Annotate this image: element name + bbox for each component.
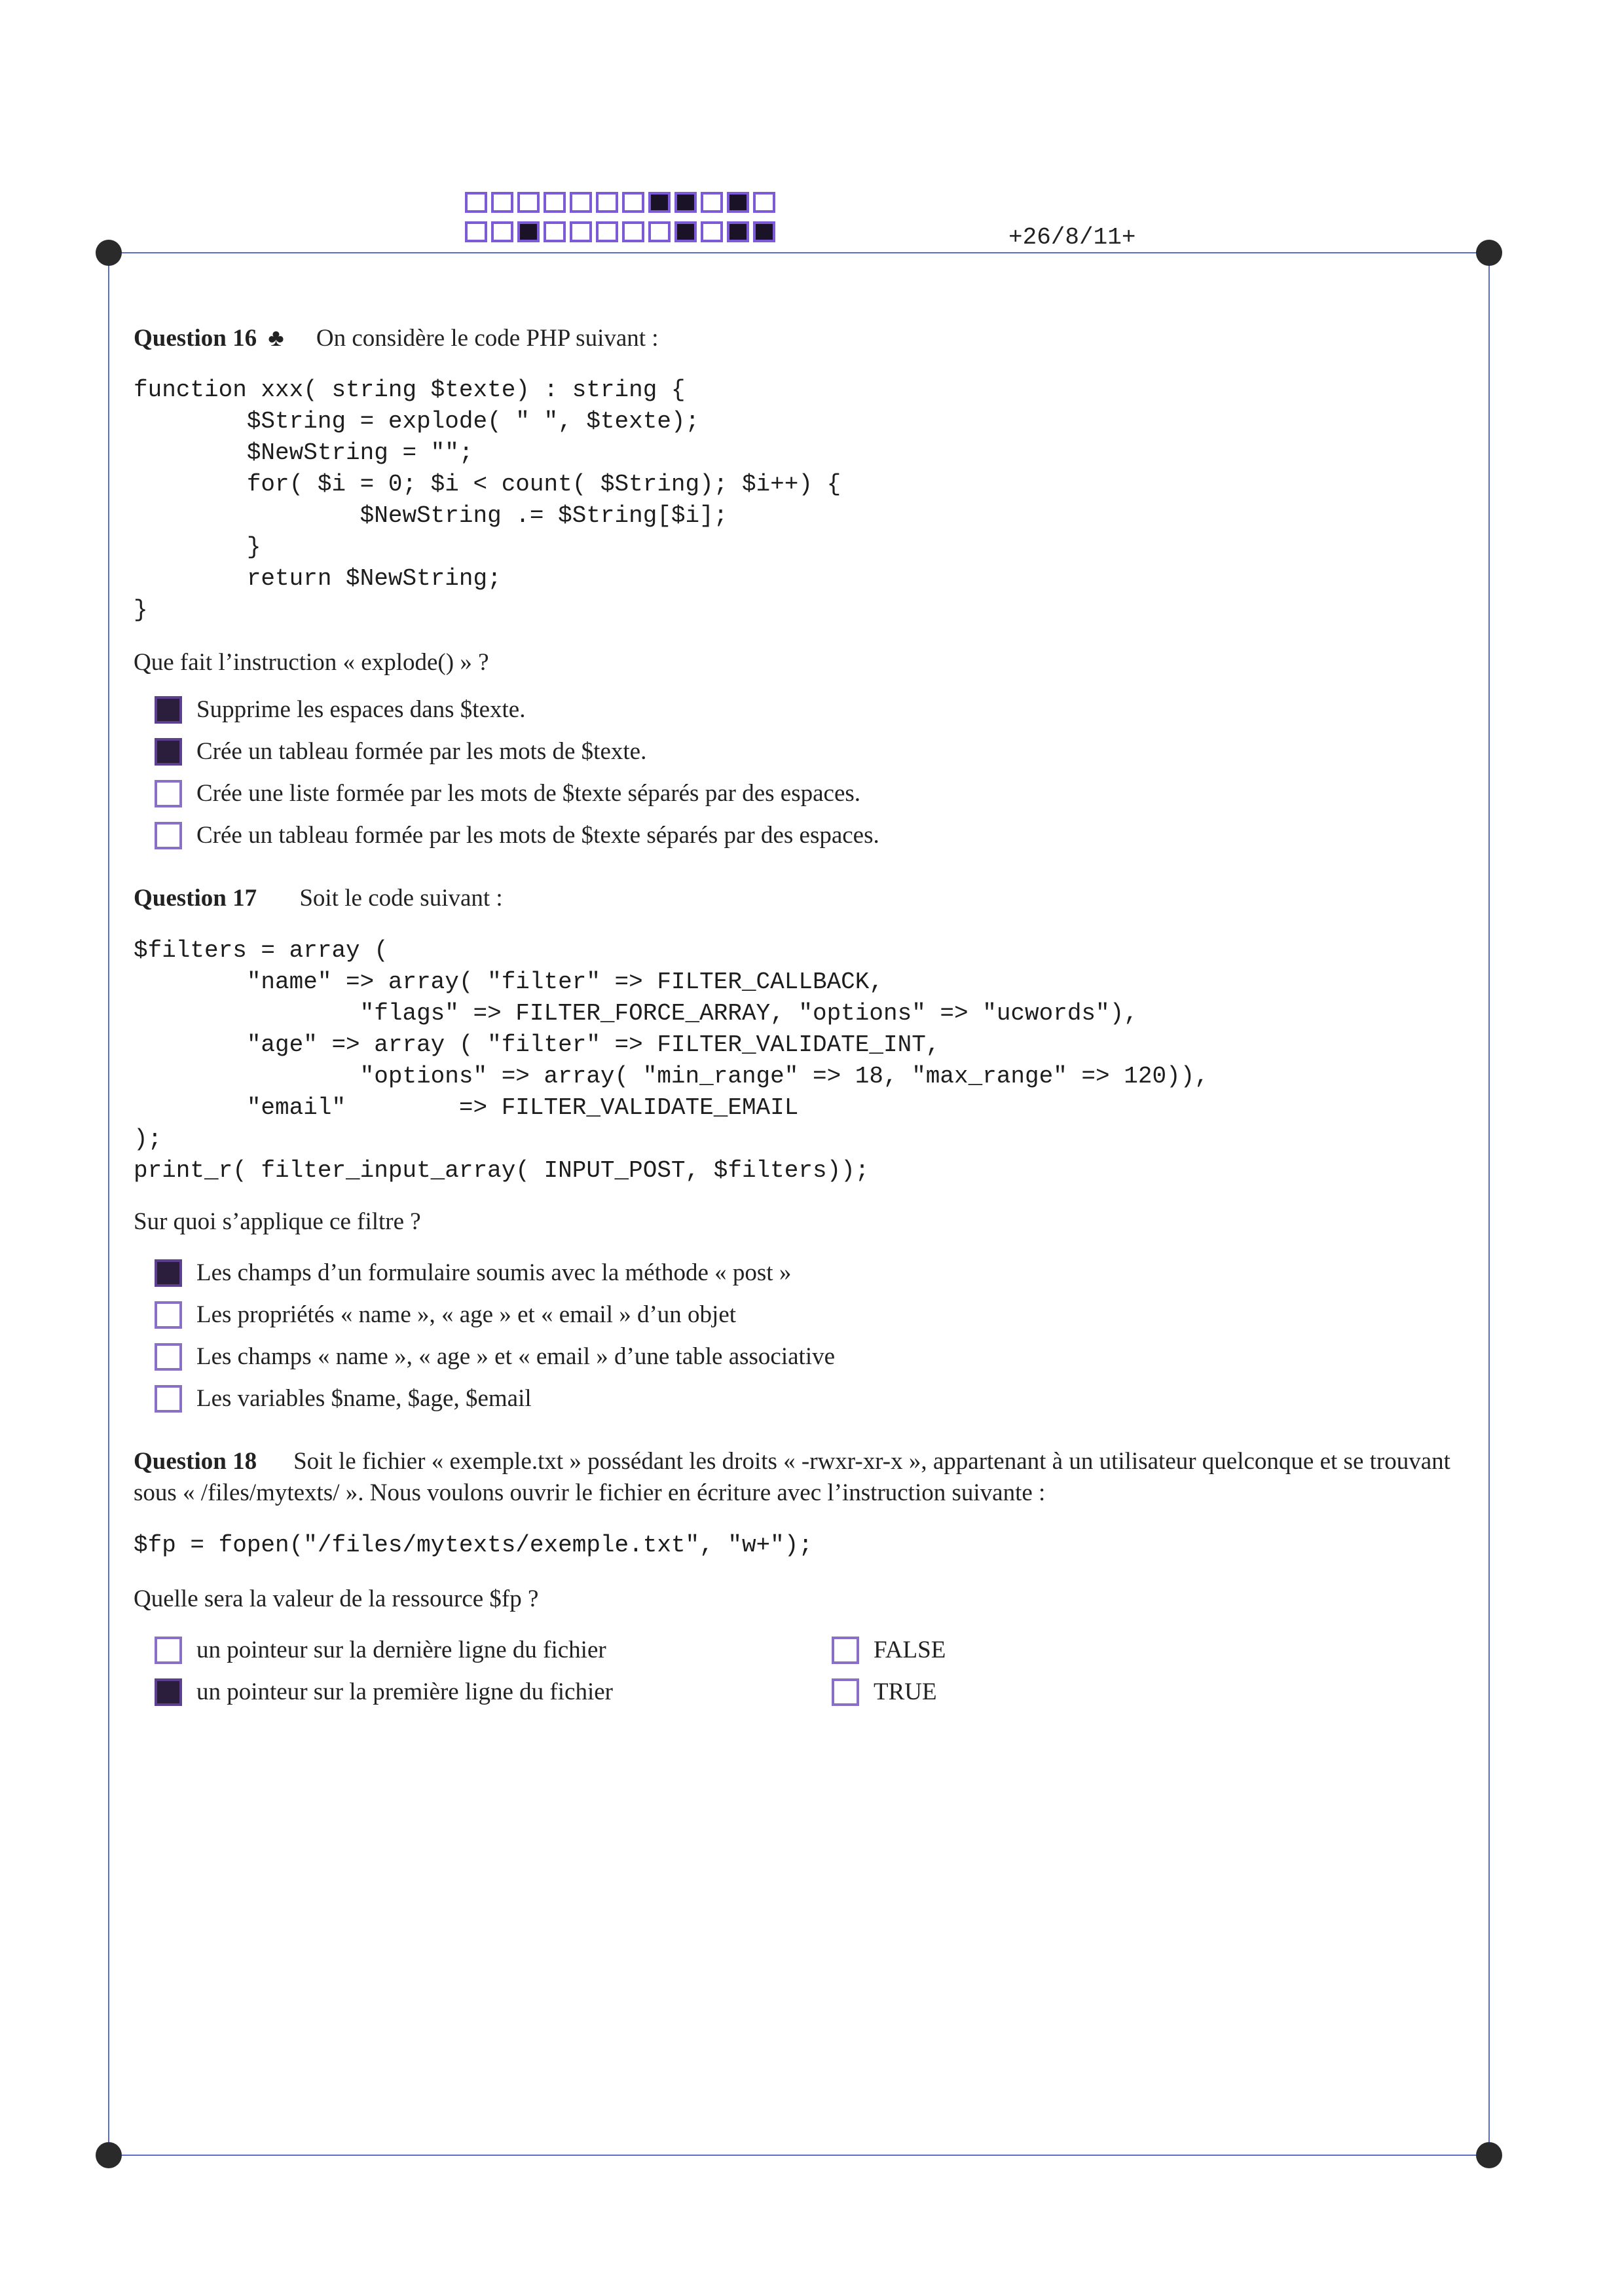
question-18-label: Question 18 — [134, 1448, 257, 1475]
q16-choice[interactable] — [155, 737, 646, 766]
choice-label: un pointeur sur la dernière ligne du fichier — [196, 1637, 606, 1663]
answer-checkbox[interactable] — [155, 1637, 182, 1664]
id-bit-box — [648, 221, 671, 242]
q18-choice[interactable] — [832, 1678, 937, 1706]
frame-bottom — [108, 2155, 1490, 2156]
question-16-intro: On considère le code PHP suivant : — [316, 325, 659, 352]
choice-label: FALSE — [874, 1637, 946, 1663]
id-bit-box — [517, 192, 540, 213]
id-bit-row-2 — [465, 221, 775, 242]
question-16-code: function xxx( string $texte) : string { $String = explode( " ", $texte); $NewString = ""; for( $i = 0; $i < count( $String); $i++) { $NewString .= $String[$i]; } return $NewString; } — [134, 377, 841, 623]
club-icon: ♣ — [268, 325, 284, 352]
q17-choice[interactable] — [155, 1342, 835, 1371]
id-bit-box — [465, 221, 487, 242]
choice-label: Crée un tableau formée par les mots de $texte. — [196, 738, 647, 765]
q16-choice[interactable] — [155, 821, 879, 849]
answer-checkbox[interactable] — [155, 1259, 182, 1287]
corner-mark-top-right — [1476, 240, 1502, 266]
frame-right — [1488, 252, 1490, 2155]
choice-label: Les champs d’un formulaire soumis avec la méthode « post » — [196, 1259, 792, 1286]
answer-checkbox[interactable] — [155, 1301, 182, 1329]
id-bit-box — [596, 192, 618, 213]
question-17-header — [134, 884, 503, 912]
answer-checkbox[interactable] — [832, 1678, 859, 1706]
question-18-code: $fp = fopen("/files/mytexts/exemple.txt", "w+"); — [134, 1532, 813, 1559]
id-bit-box — [544, 192, 566, 213]
choice-label: un pointeur sur la première ligne du fichier — [196, 1678, 613, 1705]
answer-checkbox[interactable] — [155, 822, 182, 849]
id-bit-box — [674, 192, 697, 213]
question-17-prompt: Sur quoi s’applique ce filtre ? — [134, 1208, 421, 1235]
id-bit-box — [727, 192, 749, 213]
page-id: +26/8/11+ — [1008, 224, 1136, 251]
answer-checkbox[interactable] — [155, 696, 182, 724]
id-bit-box — [491, 192, 513, 213]
id-bit-box — [622, 192, 644, 213]
id-bit-box — [570, 192, 592, 213]
choice-label: Les variables $name, $age, $email — [196, 1385, 532, 1412]
choice-label: Les champs « name », « age » et « email » d’une table associative — [196, 1343, 836, 1370]
id-bit-box — [544, 221, 566, 242]
q17-choice[interactable] — [155, 1301, 736, 1329]
answer-checkbox[interactable] — [155, 1678, 182, 1706]
choice-label: Crée un tableau formée par les mots de $texte séparés par des espaces. — [196, 822, 879, 849]
q18-choice[interactable] — [155, 1678, 613, 1706]
id-bit-box — [701, 192, 723, 213]
q18-choice[interactable] — [832, 1636, 946, 1664]
q17-choice[interactable] — [155, 1384, 532, 1413]
frame-left — [108, 252, 109, 2155]
corner-mark-bottom-right — [1476, 2142, 1502, 2168]
answer-checkbox[interactable] — [155, 1343, 182, 1371]
question-17-intro: Soit le code suivant : — [299, 885, 503, 912]
id-bit-box — [701, 221, 723, 242]
id-bit-box — [648, 192, 671, 213]
choice-label: TRUE — [874, 1678, 937, 1705]
choice-label: Supprime les espaces dans $texte. — [196, 696, 526, 723]
frame-top — [108, 252, 1490, 253]
question-18-header — [134, 1446, 1469, 1509]
question-16-header — [134, 324, 659, 352]
id-bit-box — [570, 221, 592, 242]
id-bit-row-1 — [465, 192, 775, 213]
question-18-intro: Soit le fichier « exemple.txt » possédant les droits « -rwxr-xr-x », appartenant à un utilisateur quelconque et se trouvant sous « /files/mytexts/ ». Nous voulons ouvrir le fichier en écriture avec l’instruction suivante : — [134, 1448, 1450, 1506]
id-bit-box — [622, 221, 644, 242]
corner-mark-top-left — [96, 240, 122, 266]
q16-choice[interactable] — [155, 695, 525, 724]
question-16-label: Question 16 — [134, 325, 257, 352]
question-17-label: Question 17 — [134, 885, 257, 912]
answer-checkbox[interactable] — [155, 1385, 182, 1413]
id-bit-box — [753, 192, 775, 213]
question-18-prompt: Quelle sera la valeur de la ressource $fp ? — [134, 1585, 539, 1612]
q18-choice[interactable] — [155, 1636, 606, 1664]
answer-checkbox[interactable] — [155, 780, 182, 807]
id-bit-box — [465, 192, 487, 213]
id-bit-box — [753, 221, 775, 242]
q16-choice[interactable] — [155, 779, 860, 807]
id-bit-box — [727, 221, 749, 242]
q17-choice[interactable] — [155, 1259, 791, 1287]
choice-label: Les propriétés « name », « age » et « email » d’un objet — [196, 1301, 737, 1328]
choice-label: Crée une liste formée par les mots de $texte séparés par des espaces. — [196, 780, 861, 807]
id-bit-box — [674, 221, 697, 242]
id-bit-box — [596, 221, 618, 242]
id-bit-box — [517, 221, 540, 242]
question-16-prompt: Que fait l’instruction « explode() » ? — [134, 649, 489, 676]
answer-checkbox[interactable] — [832, 1637, 859, 1664]
corner-mark-bottom-left — [96, 2142, 122, 2168]
answer-checkbox[interactable] — [155, 738, 182, 766]
id-bit-box — [491, 221, 513, 242]
question-17-code: $filters = array ( "name" => array( "filter" => FILTER_CALLBACK, "flags" => FILTER_FORCE_ARRAY, "options" => "ucwords"), "age" => array ( "filter" => FILTER_VALIDATE_INT, "options" => array( "min_range" => 18, "max_range" => 120)), "email" => FILTER_VALIDATE_EMAIL ); print_r( filter_input_array( INPUT_POST, $filters)); — [134, 937, 1209, 1184]
